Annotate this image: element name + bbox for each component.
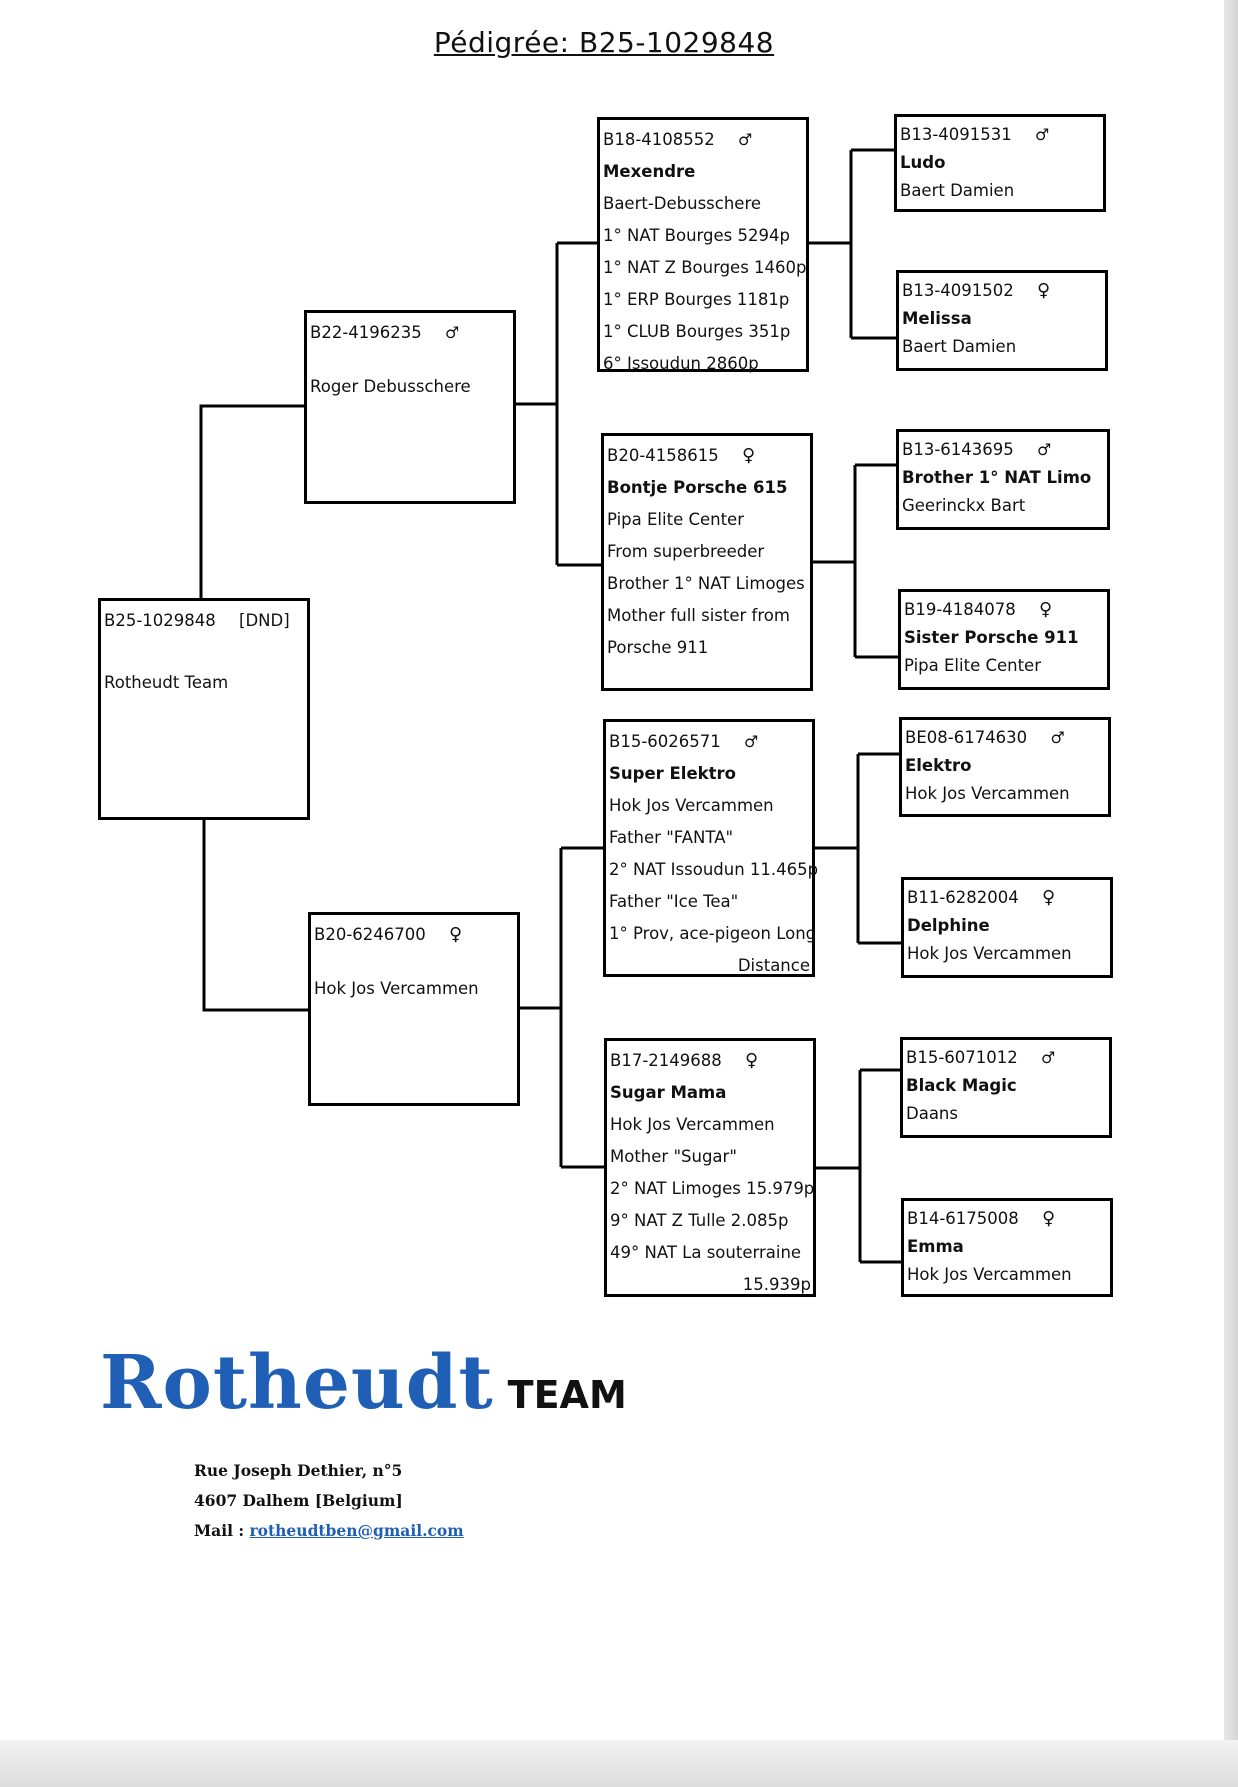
ring-number: B15-6071012 [906, 1048, 1018, 1067]
pigeon-owner: Hok Jos Vercammen [907, 1265, 1072, 1284]
pigeon-owner: Pipa Elite Center [904, 656, 1041, 675]
pigeon-info-line: 2° NAT Limoges 15.979p [610, 1179, 815, 1198]
ring-number: B15-6026571 [609, 732, 721, 751]
great-grandparent-box [900, 1037, 1112, 1138]
pigeon-info-line: 1° Prov, ace-pigeon Long [609, 924, 817, 943]
address-city: 4607 Dalhem [Belgium] [194, 1491, 403, 1510]
pigeon-name: Sugar Mama [610, 1083, 727, 1102]
ring-number: B20-4158615 [607, 446, 719, 465]
mail-label: Mail : [194, 1521, 250, 1540]
great-grandparent-box [896, 270, 1108, 371]
pigeon-name: Delphine [907, 916, 990, 935]
page-title: Pédigrée: B25-1029848 [433, 26, 775, 59]
pigeon-name: Sister Porsche 911 [904, 628, 1079, 647]
pigeon-info-line: Brother 1° NAT Limoges [607, 574, 805, 593]
pigeon-name: Elektro [905, 756, 972, 775]
logo-wordmark: Rotheudt [100, 1340, 494, 1426]
female-symbol-icon: ♀ [1039, 599, 1053, 620]
male-symbol-icon: ♂ [1050, 728, 1065, 747]
pigeon-owner: Daans [906, 1104, 958, 1123]
pigeon-name: Bontje Porsche 615 [607, 478, 788, 497]
grandparent-box [597, 117, 809, 372]
grandparent-box [601, 433, 813, 691]
subject-tag: [DND] [239, 611, 290, 630]
pigeon-info-line: 9° NAT Z Tulle 2.085p [610, 1211, 789, 1230]
pigeon-info-line: 1° CLUB Bourges 351p [603, 322, 791, 341]
grandparent-box [604, 1038, 816, 1297]
pigeon-info-line: Porsche 911 [607, 638, 709, 657]
great-grandparent-box [901, 1198, 1113, 1297]
great-grandparent-box [898, 589, 1110, 690]
dam-ring: B20-6246700 [314, 925, 426, 944]
pigeon-info-line: 49° NAT La souterraine [610, 1243, 802, 1262]
pigeon-info-line: Mother "Sugar" [610, 1147, 737, 1166]
pigeon-info-line: 15.939p [742, 1275, 811, 1294]
pigeon-info-line: Hok Jos Vercammen [609, 796, 774, 815]
sire-breeder: Roger Debusschere [310, 377, 471, 396]
male-symbol-icon: ♂ [1041, 1048, 1056, 1067]
address-street: Rue Joseph Dethier, n°5 [194, 1461, 403, 1480]
ring-number: B17-2149688 [610, 1051, 722, 1070]
ring-number: B11-6282004 [907, 888, 1019, 907]
pigeon-owner: Baert Damien [902, 337, 1017, 356]
pigeon-info-line: Father "Ice Tea" [609, 892, 739, 911]
pigeon-name: Ludo [900, 153, 946, 172]
rotheudt-team-logo [100, 1340, 627, 1426]
ring-number: B13-4091502 [902, 281, 1014, 300]
male-symbol-icon: ♂ [1035, 125, 1050, 144]
female-symbol-icon: ♀ [1042, 887, 1056, 908]
pigeon-info-line: 1° NAT Z Bourges 1460p [603, 258, 807, 277]
contact-address [194, 1456, 464, 1546]
female-symbol-icon: ♀ [745, 1050, 759, 1071]
pigeon-info-line: Hok Jos Vercammen [610, 1115, 775, 1134]
ring-number: B13-6143695 [902, 440, 1014, 459]
pigeon-info-line: 2° NAT Issoudun 11.465p [609, 860, 819, 879]
female-symbol-icon: ♀ [449, 924, 463, 945]
pigeon-info-line: Distance [737, 956, 810, 975]
pigeon-name: Mexendre [603, 162, 696, 181]
sire-box [304, 310, 516, 504]
ring-number: B18-4108552 [603, 130, 715, 149]
pigeon-name: Emma [907, 1237, 964, 1256]
dam-breeder: Hok Jos Vercammen [314, 979, 479, 998]
male-symbol-icon: ♂ [1037, 440, 1052, 459]
mail-link[interactable]: rotheudtben@gmail.com [249, 1521, 464, 1540]
male-symbol-icon: ♂ [738, 130, 753, 149]
logo-team-text: TEAM [507, 1373, 627, 1417]
pigeon-info-line: Baert-Debusschere [603, 194, 762, 213]
pigeon-info-line: Mother full sister from [607, 606, 790, 625]
male-symbol-icon: ♂ [445, 323, 460, 342]
pigeon-name: Black Magic [906, 1076, 1017, 1095]
grandparent-box [603, 719, 819, 977]
pigeon-name: Brother 1° NAT Limo [902, 468, 1092, 487]
pigeon-owner: Hok Jos Vercammen [905, 784, 1070, 803]
pigeon-owner: Geerinckx Bart [902, 496, 1026, 515]
pigeon-info-line: From superbreeder [607, 542, 765, 561]
male-symbol-icon: ♂ [744, 732, 759, 751]
subject-ring: B25-1029848 [104, 611, 216, 630]
dam-box [308, 912, 520, 1106]
subject-box [98, 598, 310, 820]
pigeon-name: Super Elektro [609, 764, 736, 783]
ring-number: BE08-6174630 [905, 728, 1028, 747]
pigeon-owner: Hok Jos Vercammen [907, 944, 1072, 963]
pigeon-info-line: Pipa Elite Center [607, 510, 744, 529]
great-grandparent-box [899, 717, 1111, 817]
ring-number: B19-4184078 [904, 600, 1016, 619]
ring-number: B14-6175008 [907, 1209, 1019, 1228]
sire-ring: B22-4196235 [310, 323, 422, 342]
pigeon-info-line: 6° Issoudun 2860p [603, 354, 759, 373]
female-symbol-icon: ♀ [1037, 280, 1051, 301]
pigeon-name: Melissa [902, 309, 972, 328]
great-grandparent-box [901, 877, 1113, 978]
subject-owner: Rotheudt Team [104, 673, 229, 692]
pigeon-info-line: 1° NAT Bourges 5294p [603, 226, 790, 245]
female-symbol-icon: ♀ [742, 445, 756, 466]
female-symbol-icon: ♀ [1042, 1208, 1056, 1229]
great-grandparent-box [896, 429, 1110, 530]
pigeon-info-line: 1° ERP Bourges 1181p [603, 290, 790, 309]
great-grandparent-box [894, 114, 1106, 212]
pigeon-owner: Baert Damien [900, 181, 1015, 200]
ring-number: B13-4091531 [900, 125, 1012, 144]
pigeon-info-line: Father "FANTA" [609, 828, 734, 847]
